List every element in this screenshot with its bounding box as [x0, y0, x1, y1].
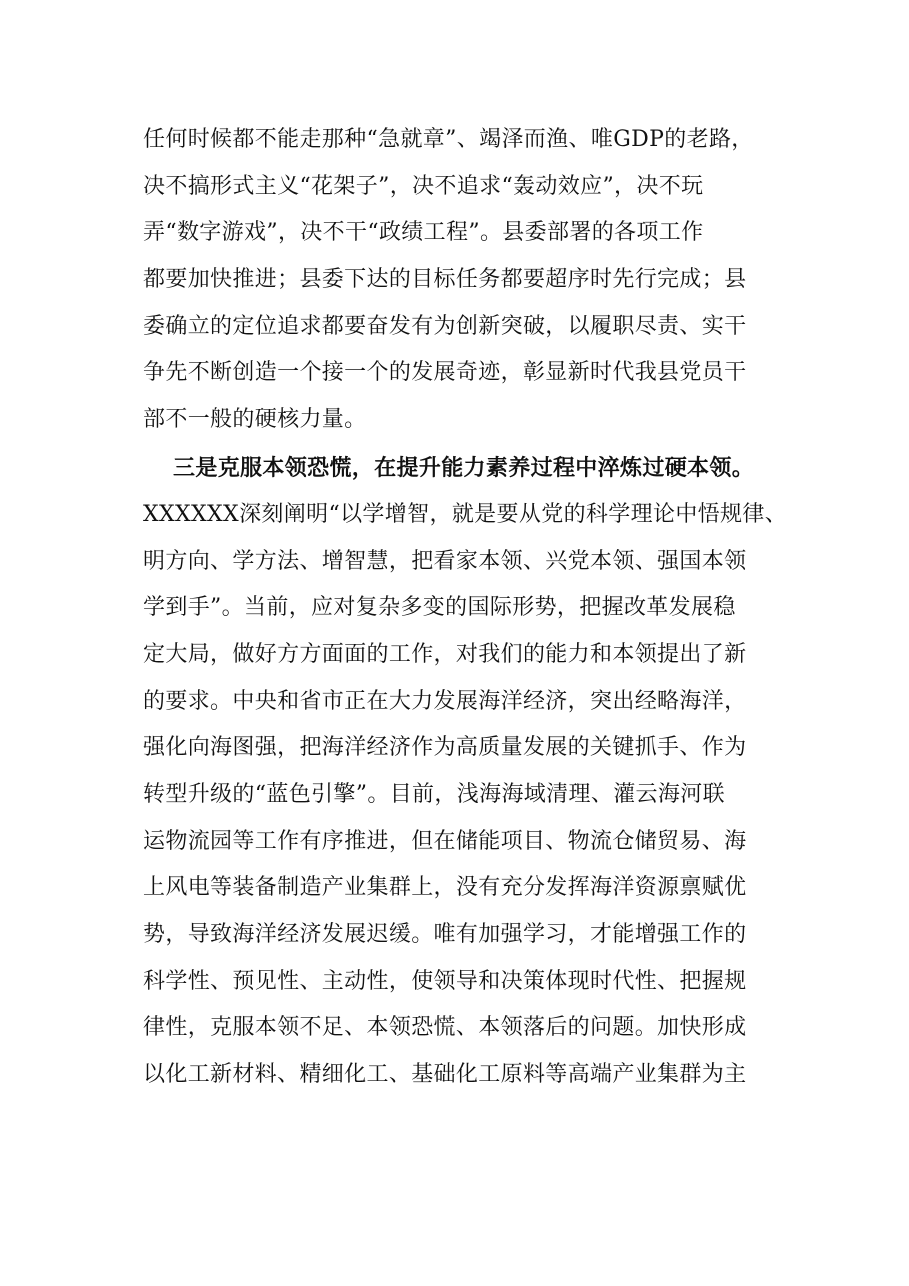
paragraph-2-line: 学到手”。当前，应对复杂多变的国际形势，把握改革发展稳 — [143, 595, 736, 621]
paragraph-1-line: 弄“数字游戏”，决不干“政绩工程”。县委部署的各项工作 — [143, 220, 704, 246]
paragraph-2-line: 明方向、学方法、增智慧，把看家本领、兴党本领、强国本领 — [143, 548, 747, 574]
paragraph-2-line: 强化向海图强，把海洋经济作为高质量发展的关键抓手、作为 — [143, 735, 747, 761]
paragraph-2-line: 定大局，做好方方面面的工作，对我们的能力和本领提出了新 — [143, 641, 747, 667]
paragraph-2-line: 科学性、预见性、主动性，使领导和决策体现时代性、把握规 — [143, 968, 747, 994]
paragraph-2-line: XXXXXX深刻阐明“以学增智，就是要从党的科学理论中悟规律、 — [143, 501, 788, 527]
paragraph-2-line: 以化工新材料、精细化工、基础化工原料等高端产业集群为主 — [143, 1062, 747, 1088]
paragraph-1-line: 决不搞形式主义“花架子”，决不追求“轰动效应”，决不玩 — [143, 173, 704, 199]
paragraph-1-line: 争先不断创造一个接一个的发展奇迹，彰显新时代我县党员干 — [143, 360, 747, 386]
paragraph-1-line: 委确立的定位追求都要奋发有为创新突破，以履职尽责、实干 — [143, 313, 747, 339]
paragraph-2-line: 的要求。中央和省市正在大力发展海洋经济，突出经略海洋， — [143, 688, 747, 714]
paragraph-1-line: 任何时候都不能走那种“急就章”、竭泽而渔、唯GDP的老路， — [143, 127, 754, 152]
paragraph-2-line: 律性，克服本领不足、本领恐慌、本领落后的问题。加快形成 — [143, 1015, 747, 1041]
paragraph-1-line: 部不一般的硬核力量。 — [143, 407, 367, 433]
section-heading: 三是克服本领恐慌，在提升能力素养过程中淬炼过硬本领。 — [173, 455, 755, 482]
paragraph-2-line: 上风电等装备制造产业集群上，没有充分发挥海洋资源禀赋优 — [143, 875, 747, 901]
paragraph-2-line: 转型升级的“蓝色引擎”。目前，浅海海域清理、灌云海河联 — [143, 781, 725, 807]
paragraph-2-line: 运物流园等工作有序推进，但在储能项目、物流仓储贸易、海 — [143, 828, 747, 854]
paragraph-2-line: 势，导致海洋经济发展迟缓。唯有加强学习，才能增强工作的 — [143, 922, 747, 947]
paragraph-1-line: 都要加快推进；县委下达的目标任务都要超序时先行完成；县 — [143, 267, 747, 293]
document-body — [0, 121, 909, 1103]
